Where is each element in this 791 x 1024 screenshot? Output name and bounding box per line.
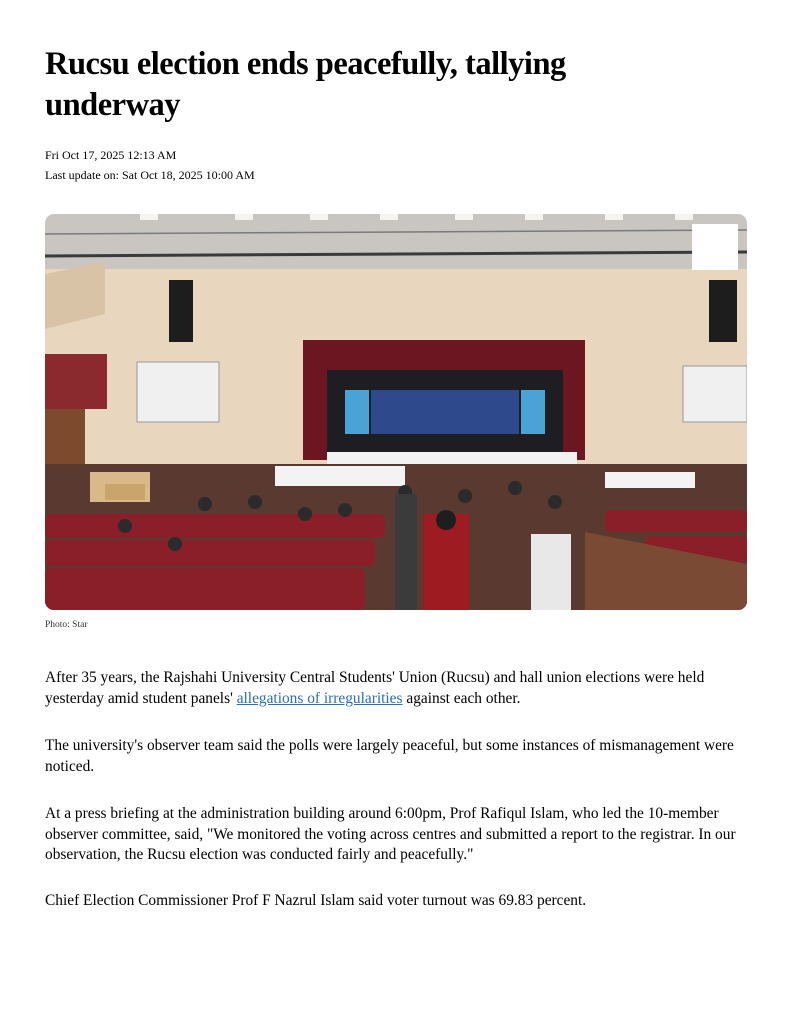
paragraph-3: At a press briefing at the administration building around 6:00pm, Prof Rafiqul Islam, who led the 10-member observer committee, said, "We monitored the voting across centres and submitted a report to the registrar. In our observation, the Rucsu election was conducted fairly and peacefully.": [45, 805, 736, 863]
published-date: Fri Oct 17, 2025 12:13 AM: [45, 148, 177, 162]
article-photo: [45, 214, 747, 610]
paragraph-1: [45, 668, 745, 709]
allegations-link[interactable]: allegations of irregularities: [236, 689, 403, 707]
paragraph-2: The university's observer team said the polls were largely peaceful, but some instances of mismanagement were noticed.: [45, 737, 734, 775]
updated-date: Last update on: Sat Oct 18, 2025 10:00 AM: [45, 168, 255, 182]
paragraph-4: Chief Election Commissioner Prof F Nazrul Islam said voter turnout was 69.83 percent.: [45, 892, 587, 909]
paragraph-1-text-after: against each other.: [402, 689, 521, 707]
article-headline: Rucsu election ends peacefully, tallying underway: [45, 46, 566, 123]
photo-credit: Photo: Star: [45, 620, 88, 630]
paragraph-1-text-before: After 35 years, the Rajshahi University Central Students' Union (Rucsu) and hall union elections were held yesterday amid student panels': [45, 669, 705, 707]
